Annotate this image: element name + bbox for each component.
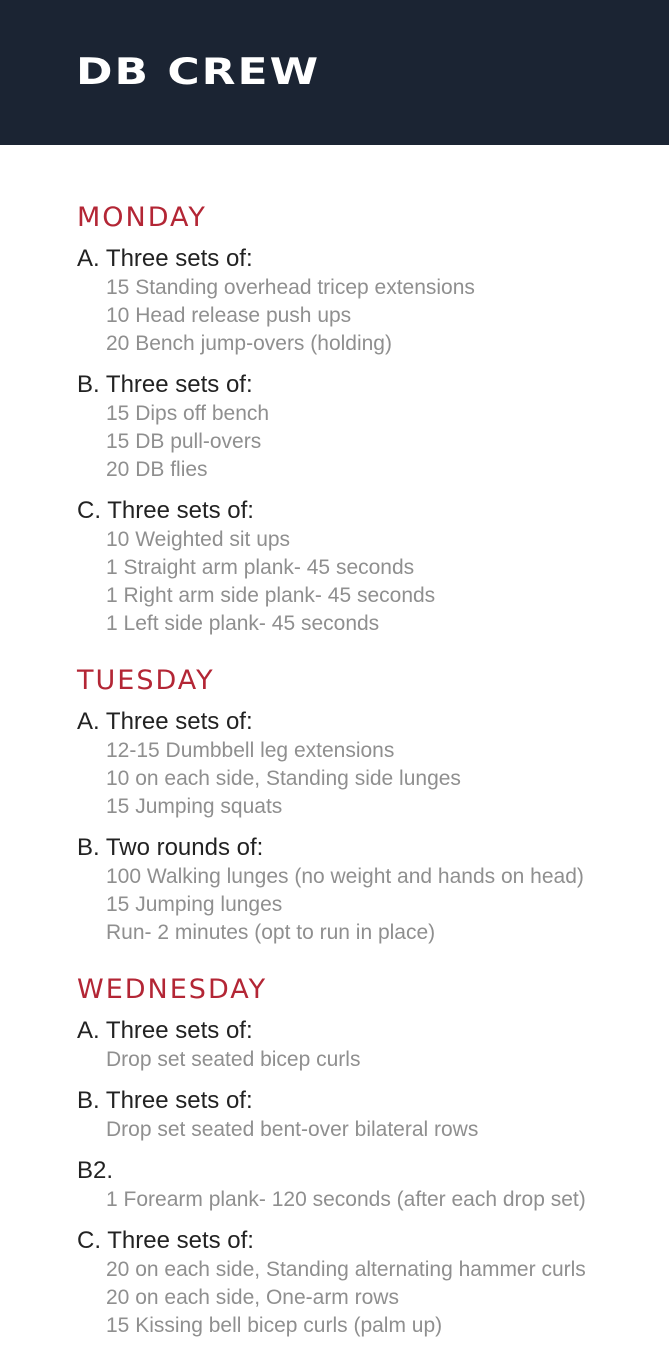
exercise-item: 15 DB pull-overs bbox=[106, 430, 262, 453]
exercise-item: 100 Walking lunges (no weight and hands on head) bbox=[106, 865, 584, 888]
exercise-item: 10 Weighted sit ups bbox=[106, 528, 291, 551]
exercise-item: Run- 2 minutes (opt to run in place) bbox=[106, 921, 436, 944]
day-tuesday bbox=[77, 664, 669, 947]
block-title: A. Three sets of: bbox=[77, 708, 253, 735]
exercise-item: 12-15 Dumbbell leg extensions bbox=[106, 739, 395, 762]
exercise-item: 1 Left side plank- 45 seconds bbox=[106, 612, 380, 635]
exercise-item: 10 Head release push ups bbox=[106, 304, 352, 327]
exercise-item: 15 Dips off bench bbox=[106, 402, 270, 425]
exercise-item: 20 on each side, Standing alternating hammer curls bbox=[106, 1258, 586, 1281]
exercise-block bbox=[77, 244, 669, 358]
block-title: C. Three sets of: bbox=[77, 497, 254, 524]
day-heading: MONDAY bbox=[77, 202, 207, 233]
block-title: B. Two rounds of: bbox=[77, 834, 264, 861]
exercise-item: 20 Bench jump-overs (holding) bbox=[106, 332, 392, 355]
exercise-block bbox=[77, 1156, 669, 1214]
exercise-block bbox=[77, 1016, 669, 1074]
day-heading: WEDNESDAY bbox=[77, 974, 268, 1005]
exercise-item: 15 Standing overhead tricep extensions bbox=[106, 276, 475, 299]
exercise-item: Drop set seated bent-over bilateral rows bbox=[106, 1118, 479, 1141]
day-heading: TUESDAY bbox=[77, 665, 215, 696]
exercise-block bbox=[77, 496, 669, 638]
exercise-block bbox=[77, 370, 669, 484]
exercise-item: 1 Right arm side plank- 45 seconds bbox=[106, 584, 436, 607]
block-title: B. Three sets of: bbox=[77, 371, 253, 398]
page-header bbox=[0, 0, 669, 145]
exercise-item: 15 Kissing bell bicep curls (palm up) bbox=[106, 1314, 443, 1337]
block-title: B. Three sets of: bbox=[77, 1087, 253, 1114]
exercise-item: 1 Forearm plank- 120 seconds (after each drop set) bbox=[106, 1188, 586, 1211]
day-monday bbox=[77, 145, 669, 638]
day-wednesday bbox=[77, 973, 669, 1340]
workout-plan bbox=[0, 145, 669, 1340]
exercise-item: 15 Jumping lunges bbox=[106, 893, 283, 916]
exercise-item: 1 Straight arm plank- 45 seconds bbox=[106, 556, 415, 579]
block-title: A. Three sets of: bbox=[77, 245, 253, 272]
block-title: B2. bbox=[77, 1157, 114, 1184]
brand-logo: DB CREW bbox=[76, 51, 321, 93]
exercise-block bbox=[77, 707, 669, 821]
exercise-block bbox=[77, 1226, 669, 1340]
block-title: A. Three sets of: bbox=[77, 1017, 253, 1044]
exercise-block bbox=[77, 833, 669, 947]
exercise-item: 15 Jumping squats bbox=[106, 795, 283, 818]
exercise-item: Drop set seated bicep curls bbox=[106, 1048, 361, 1071]
exercise-item: 20 on each side, One-arm rows bbox=[106, 1286, 399, 1309]
exercise-item: 10 on each side, Standing side lunges bbox=[106, 767, 461, 790]
exercise-block bbox=[77, 1086, 669, 1144]
exercise-item: 20 DB flies bbox=[106, 458, 208, 481]
block-title: C. Three sets of: bbox=[77, 1227, 254, 1254]
